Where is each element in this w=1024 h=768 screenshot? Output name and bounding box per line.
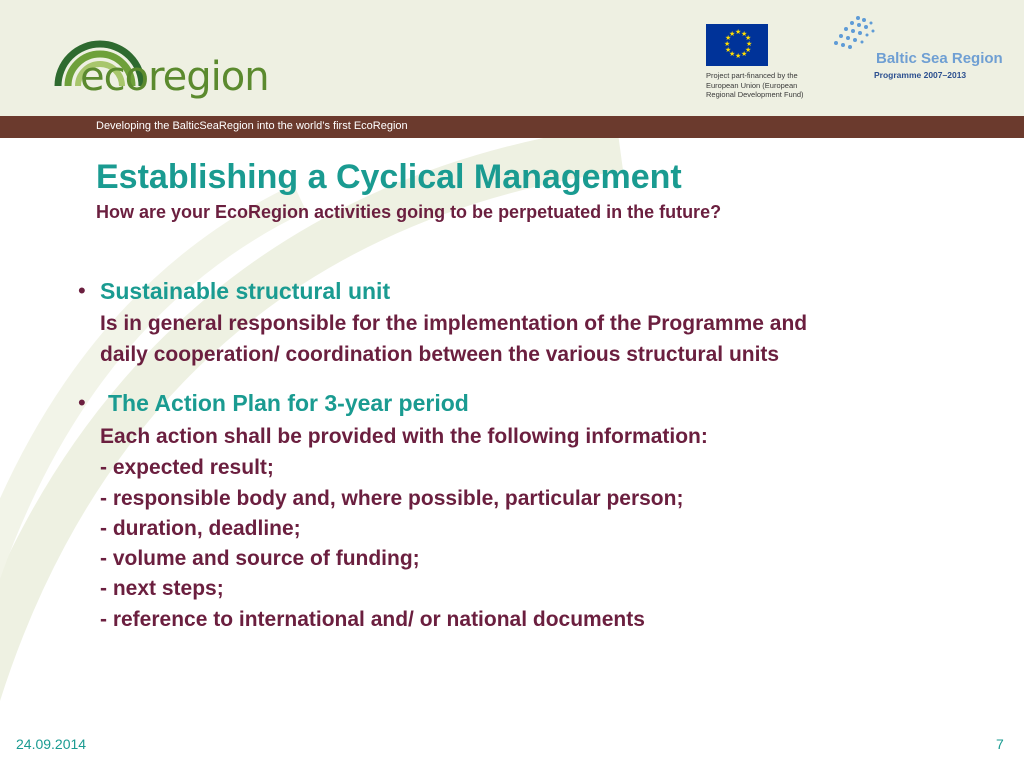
svg-text:★: ★ (745, 46, 752, 54)
svg-text:★: ★ (735, 52, 742, 60)
eu-caption-line: Project part-financed by the (706, 71, 798, 80)
logo-eco-text: eco (80, 54, 149, 100)
bullet-heading: The Action Plan for 3-year period (108, 390, 469, 416)
bullet-line: - next steps; (100, 577, 224, 600)
bullet-marker: • (78, 390, 86, 415)
svg-text:★: ★ (725, 34, 732, 42)
logo-region-text: region (148, 54, 269, 100)
slide-header (0, 0, 1024, 116)
bullet-line: - reference to international and/ or national documents (100, 608, 645, 631)
bullet-heading: Sustainable structural unit (100, 278, 391, 304)
bullet-line: - duration, deadline; (100, 517, 301, 540)
tagline-band (0, 116, 1024, 138)
background-arcs (0, 138, 1024, 768)
bullet-line: - responsible body and, where possible, particular person; (100, 487, 684, 510)
bullet-line: Each action shall be provided with the following information: (100, 425, 708, 448)
svg-text:★: ★ (745, 34, 752, 42)
bullet-marker: • (78, 278, 86, 303)
eu-caption-line: Regional Development Fund) (706, 90, 804, 99)
page-number: 7 (996, 736, 1004, 752)
bsr-title: Baltic Sea Region (876, 50, 1003, 67)
footer-date: 24.09.2014 (16, 736, 87, 752)
svg-text:★: ★ (741, 50, 748, 58)
bullet-line: Is in general responsible for the implementation of the Programme and (100, 312, 808, 335)
tagline-text: Developing the BalticSeaRegion into the world’s first EcoRegion (96, 120, 408, 132)
baltic-dots-icon (832, 14, 878, 58)
bullet-line: - expected result; (100, 456, 274, 479)
svg-text:★: ★ (729, 50, 736, 58)
eu-caption-line: European Union (European (706, 80, 798, 90)
svg-text:★: ★ (729, 30, 736, 38)
slide-subtitle: How are your EcoRegion activities going to be perpetuated in the future? (96, 202, 722, 222)
svg-text:★: ★ (746, 40, 753, 48)
slide-title: Establishing a Cyclical Management (96, 158, 682, 196)
eu-stars-icon (706, 24, 768, 66)
bullet-line: daily cooperation/ coordination between the various structural units (100, 343, 780, 366)
svg-text:★: ★ (724, 40, 731, 48)
bsr-subtitle: Programme 2007–2013 (874, 70, 967, 80)
logo-wordmark (80, 54, 269, 100)
eu-flag-icon (706, 24, 768, 66)
svg-text:★: ★ (741, 30, 748, 38)
eu-funding-caption (706, 71, 836, 100)
ecoregion-logo (52, 24, 302, 104)
bullet-line: - volume and source of funding; (100, 547, 420, 570)
svg-text:★: ★ (725, 46, 732, 54)
svg-text:★: ★ (735, 28, 742, 36)
